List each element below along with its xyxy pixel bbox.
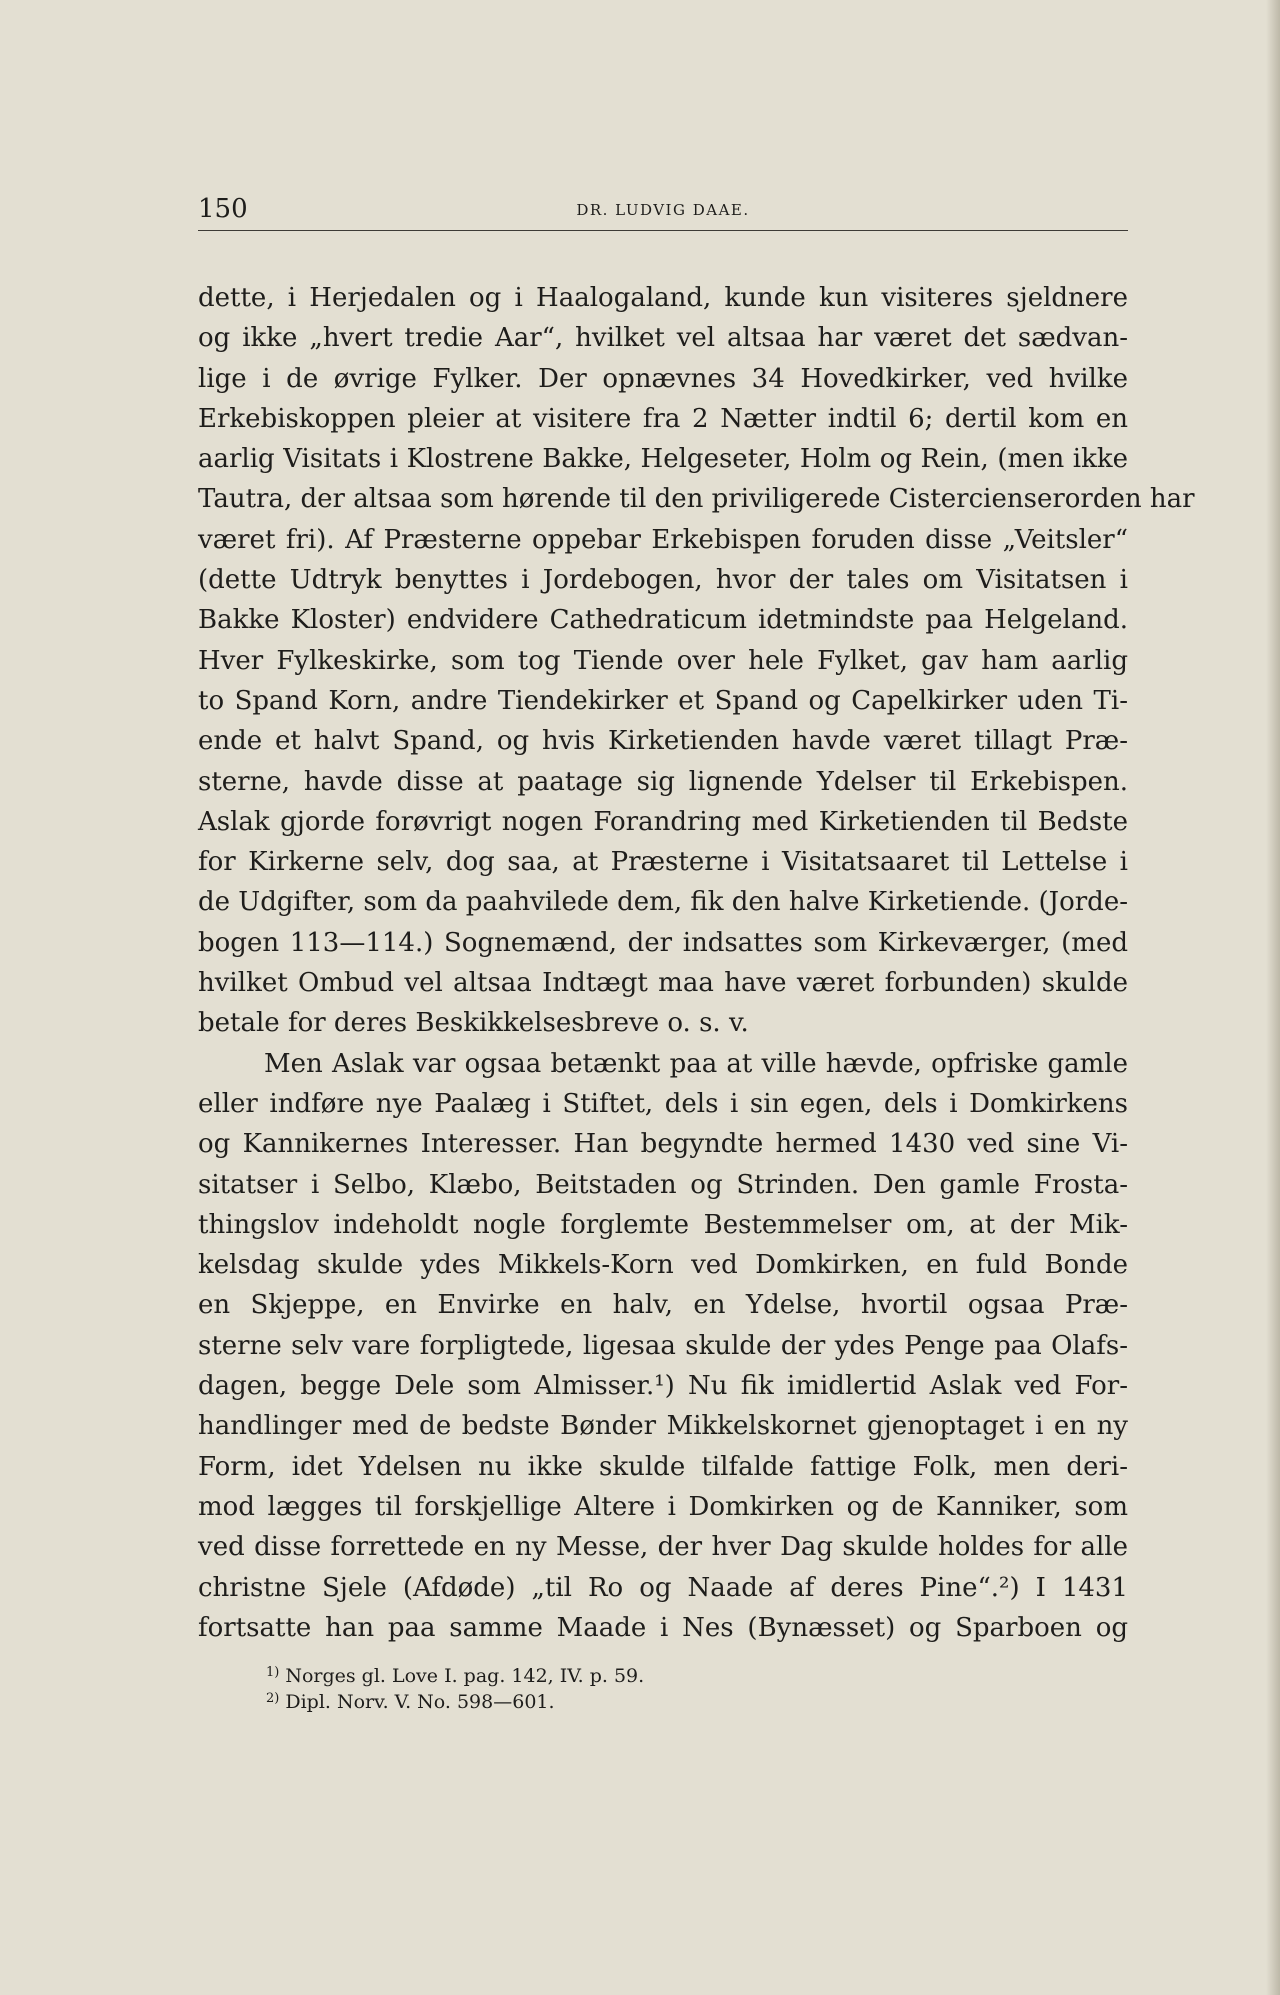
text-line: bogen 113—114.) Sognemænd, der indsattes som Kirkeværger, (med bbox=[198, 927, 1128, 958]
text-line: sterne, havde disse at paatage sig lignende Ydelser til Erkebispen. bbox=[198, 766, 1128, 797]
text-line: dette, i Herjedalen og i Haalogaland, kunde kun visiteres sjeldnere bbox=[198, 283, 1128, 313]
page-gutter-shadow bbox=[1266, 0, 1280, 1995]
footnote-text: Norges gl. Love I. pag. 142, IV. p. 59. bbox=[285, 1665, 645, 1687]
text-line: en Skjeppe, en Envirke en halv, en Ydelse, hvortil ogsaa Præ- bbox=[198, 1290, 1128, 1321]
footnote-mark: 2) bbox=[266, 1691, 280, 1706]
footnote-mark: 1) bbox=[266, 1665, 280, 1680]
text-line: været fri). Af Præsterne oppebar Erkebispen foruden disse „Veitsler“ bbox=[198, 524, 1128, 555]
text-line: dagen, begge Dele som Almisser.¹) Nu fik imidlertid Aslak ved For- bbox=[198, 1371, 1128, 1402]
text-line: thingslov indeholdt nogle forglemte Bestemmelser om, at der Mik- bbox=[198, 1209, 1128, 1240]
text-line: handlinger med de bedste Bønder Mikkelskornet gjenoptaget i en ny bbox=[198, 1411, 1128, 1442]
text-line: ved disse forrettede en ny Messe, der hver Dag skulde holdes for alle bbox=[198, 1532, 1128, 1563]
text-line: hvilket Ombud vel altsaa Indtægt maa have været forbunden) skulde bbox=[198, 968, 1128, 999]
text-line: og Kannikernes Interesser. Han begyndte hermed 1430 ved sine Vi- bbox=[198, 1129, 1128, 1160]
text-line: Men Aslak var ogsaa betænkt paa at ville hævde, opfriske gamle bbox=[264, 1048, 1128, 1079]
text-line: to Spand Korn, andre Tiendekirker et Spand og Capelkirker uden Ti- bbox=[198, 685, 1128, 716]
text-line: aarlig Visitats i Klostrene Bakke, Helgeseter, Holm og Rein, (men ikke bbox=[198, 444, 1128, 475]
text-line: ende et halvt Spand, og hvis Kirketienden havde været tillagt Præ- bbox=[198, 726, 1128, 757]
text-line: (dette Udtryk benyttes i Jordebogen, hvor der tales om Visitatsen i bbox=[198, 565, 1128, 596]
text-line: Form, idet Ydelsen nu ikke skulde tilfalde fattige Folk, men deri- bbox=[198, 1451, 1128, 1482]
footnote-text: Dipl. Norv. V. No. 598—601. bbox=[285, 1691, 555, 1713]
text-line: kelsdag skulde ydes Mikkels-Korn ved Domkirken, en fuld Bonde bbox=[198, 1250, 1128, 1281]
text-line: og ikke „hvert tredie Aar“, hvilket vel altsaa har været det sædvan- bbox=[198, 323, 1128, 354]
page-number: 150 bbox=[198, 194, 248, 224]
text-line: mod lægges til forskjellige Altere i Domkirken og de Kanniker, som bbox=[198, 1491, 1128, 1522]
text-line: Aslak gjorde forøvrigt nogen Forandring med Kirketienden til Bedste bbox=[198, 806, 1128, 837]
running-title: DR. LUDVIG DAAE. bbox=[576, 201, 750, 219]
text-line: Hver Fylkeskirke, som tog Tiende over hele Fylket, gav ham aarlig bbox=[198, 645, 1128, 676]
text-line: sterne selv vare forpligtede, ligesaa skulde der ydes Penge paa Olafs- bbox=[198, 1330, 1128, 1361]
text-line: Erkebiskoppen pleier at visitere fra 2 Nætter indtil 6; dertil kom en bbox=[198, 403, 1128, 434]
text-line: eller indføre nye Paalæg i Stiftet, dels i sin egen, dels i Domkirkens bbox=[198, 1088, 1128, 1119]
text-line: sitatser i Selbo, Klæbo, Beitstaden og Strinden. Den gamle Frosta- bbox=[198, 1169, 1128, 1200]
body-text bbox=[198, 278, 1195, 1648]
page-header bbox=[198, 192, 1128, 231]
text-line: de Udgifter, som da paahvilede dem, fik den halve Kirketiende. (Jorde- bbox=[198, 887, 1128, 918]
text-line: christne Sjele (Afdøde) „til Ro og Naade af deres Pine“.²) I 1431 bbox=[198, 1572, 1128, 1603]
text-line: Tautra, der altsaa som hørende til den priviligerede Cistercienserorden har bbox=[198, 484, 1195, 515]
text-line: lige i de øvrige Fylker. Der opnævnes 34 Hovedkirker, ved hvilke bbox=[198, 363, 1128, 394]
text-line: betale for deres Beskikkelsesbreve o. s. v. bbox=[198, 1008, 749, 1039]
footnote bbox=[266, 1663, 966, 1689]
footnote bbox=[266, 1689, 966, 1715]
footnotes bbox=[266, 1663, 966, 1715]
text-line: for Kirkerne selv, dog saa, at Præsterne i Visitatsaaret til Lettelse i bbox=[198, 847, 1128, 878]
text-line: fortsatte han paa samme Maade i Nes (Bynæsset) og Sparboen og bbox=[198, 1612, 1128, 1643]
text-line: Bakke Kloster) endvidere Cathedraticum idetmindste paa Helgeland. bbox=[198, 605, 1128, 636]
